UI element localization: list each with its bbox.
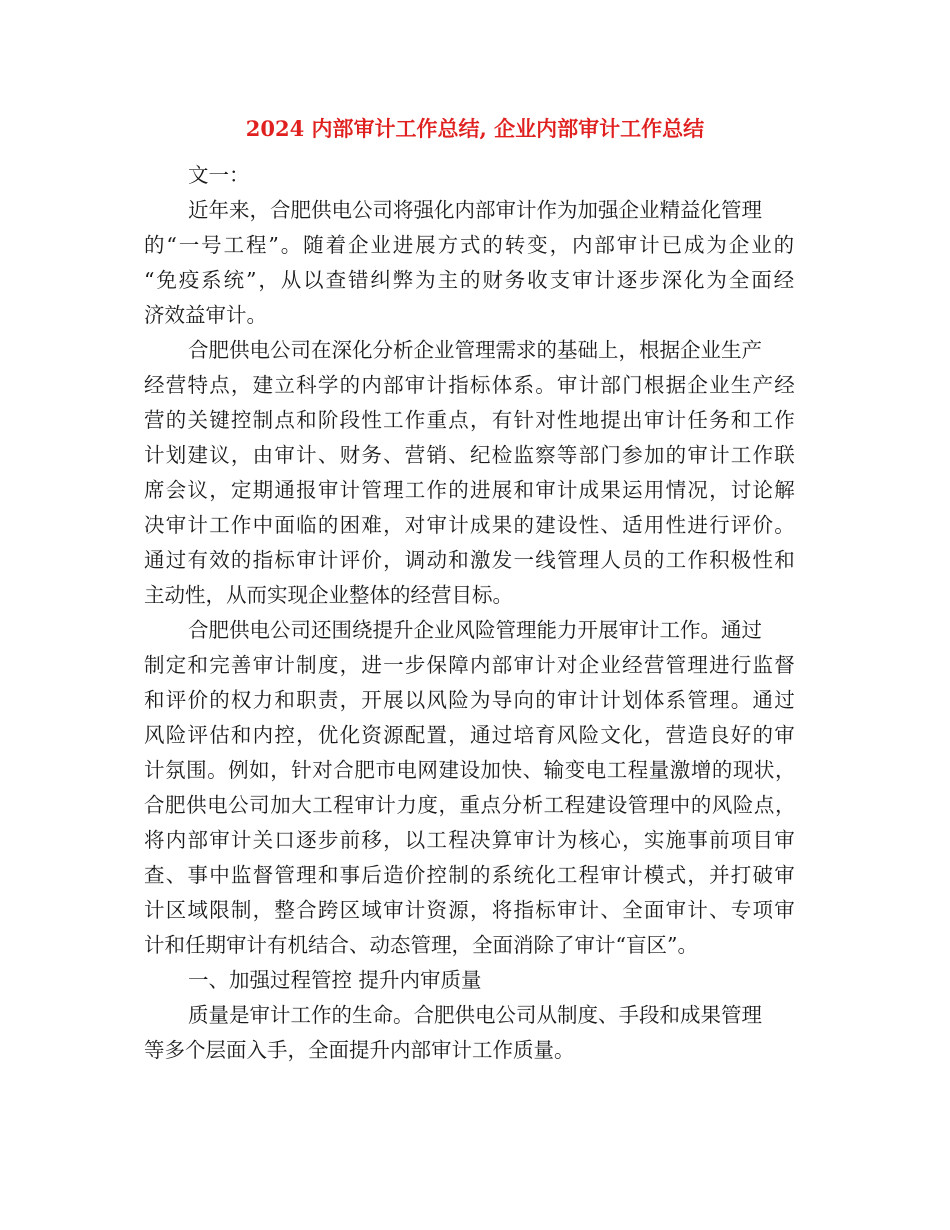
text-line: 决审计工作中面临的困难，对审计成果的建设性、适用性进行评价。	[144, 513, 796, 537]
text-line: 计区域限制，整合跨区域审计资源，将指标审计、全面审计、专项审	[144, 898, 796, 922]
text-line: 合肥供电公司加大工程审计力度，重点分析工程建设管理中的风险点，	[144, 793, 796, 817]
text-line: 主动性，从而实现企业整体的经营目标。	[144, 583, 513, 607]
text-line: 计划建议，由审计、财务、营销、纪检监察等部门参加的审计工作联	[144, 443, 796, 467]
text-line: 的“一号工程”。随着企业进展方式的转变，内部审计已成为企业的	[144, 233, 796, 257]
text-line: 济效益审计。	[144, 303, 267, 327]
text-line: 将内部审计关口逐步前移，以工程决算审计为核心，实施事前项目审	[144, 828, 796, 852]
text-line: 经营特点，建立科学的内部审计指标体系。审计部门根据企业生产经	[144, 373, 796, 397]
text-line: 查、事中监督管理和事后造价控制的系统化工程审计模式，并打破审	[144, 863, 796, 887]
text-line: 制定和完善审计制度，进一步保障内部审计对企业经营管理进行监督	[144, 653, 796, 677]
text-line: 风险评估和内控，优化资源配置，通过培育风险文化，营造良好的审	[144, 723, 796, 747]
text-line: 席会议，定期通报审计管理工作的进展和审计成果运用情况，讨论解	[144, 478, 796, 502]
text-line: 等多个层面入手，全面提升内部审计工作质量。	[144, 1038, 575, 1062]
text-line: 合肥供电公司在深化分析企业管理需求的基础上，根据企业生产	[188, 338, 762, 362]
document-body	[144, 158, 796, 1068]
text-line: 质量是审计工作的生命。合肥供电公司从制度、手段和成果管理	[188, 1003, 762, 1027]
text-line: “免疫系统”，从以查错纠弊为主的财务收支审计逐步深化为全面经	[144, 268, 796, 292]
text-line: 计氛围。例如，针对合肥市电网建设加快、输变电工程量激增的现状，	[144, 758, 796, 782]
text-line: 通过有效的指标审计评价，调动和激发一线管理人员的工作积极性和	[144, 548, 796, 572]
text-line: 近年来，合肥供电公司将强化内部审计作为加强企业精益化管理	[188, 198, 762, 222]
text-line: 文一：	[188, 163, 250, 187]
document-title: 2024 内部审计工作总结, 企业内部审计工作总结	[245, 116, 705, 141]
text-line: 计和任期审计有机结合、动态管理，全面消除了审计“盲区”。	[144, 933, 698, 957]
text-line: 营的关键控制点和阶段性工作重点，有针对性地提出审计任务和工作	[144, 408, 796, 432]
text-line: 和评价的权力和职责，开展以风险为导向的审计计划体系管理。通过	[144, 688, 796, 712]
text-line: 一、加强过程管控 提升内审质量	[188, 968, 482, 992]
text-line: 合肥供电公司还围绕提升企业风险管理能力开展审计工作。通过	[188, 618, 762, 642]
